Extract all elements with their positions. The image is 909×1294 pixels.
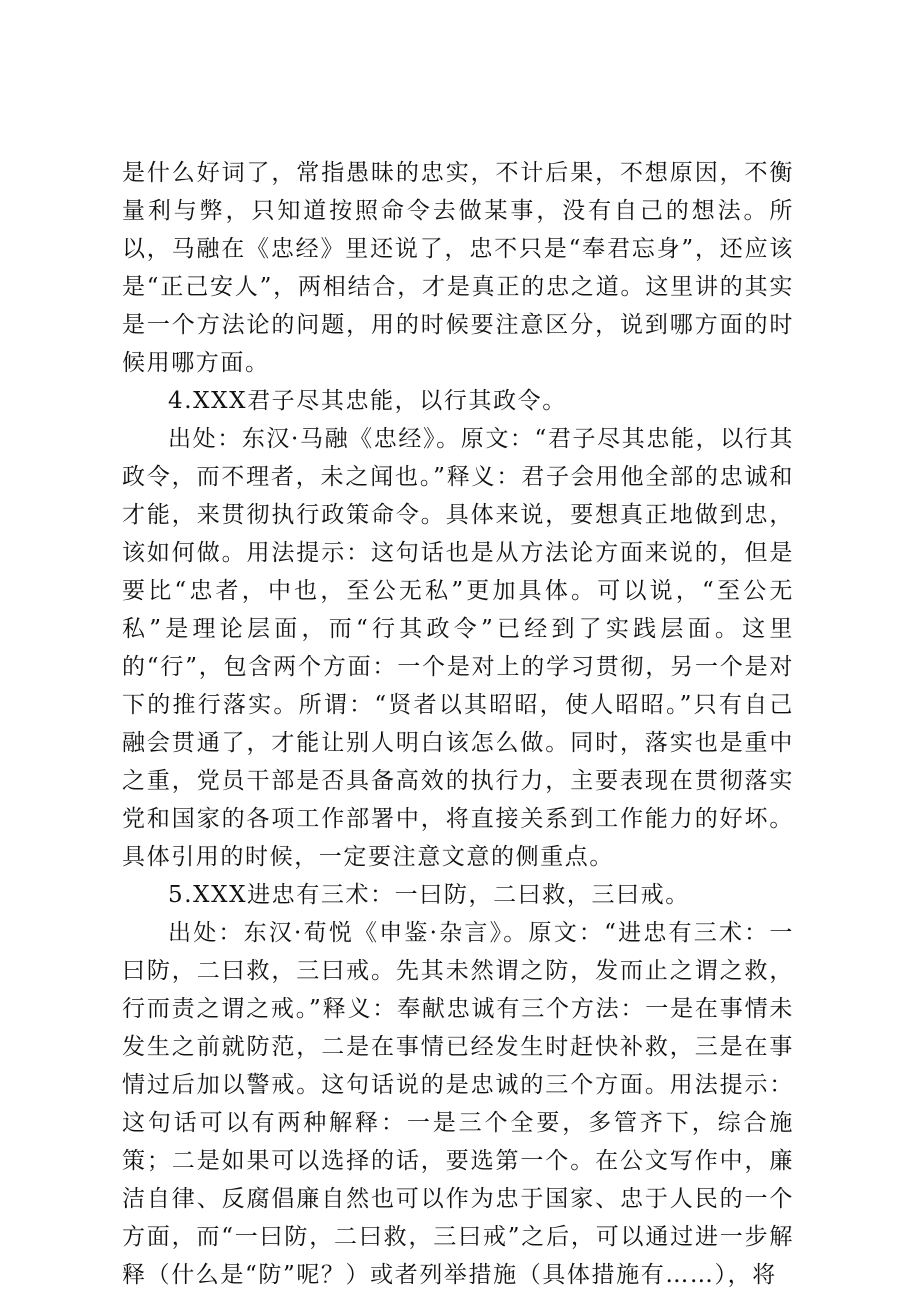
section-heading-5: 5.XXX进忠有三术：一曰防，二曰救，三曰戒。 [168,882,690,908]
document-body [122,154,794,1294]
paragraph-section-4: 出处：东汉·马融《忠经》。原文：“君子尽其忠能，以行其政令，而不理者，未之闻也。”释义：君子会用他全部的忠诚和才能，来贯彻执行政策命令。具体来说，要想真正地做到忠，该如何做。用法提示：这句话也是从方法论方面来说的，但是要比“忠者，中也，至公无私”更加具体。可以说，“至公无私”是理论层面，而“行其政令”已经到了实践层面。这里的“行”，包含两个方面：一个是对上的学习贯彻，另一个是对下的推行落实。所谓：“贤者以其昭昭，使人昭昭。”只有自己融会贯通了，才能让别人明白该怎么做。同时，落实也是重中之重，党员干部是否具备高效的执行力，主要表现在贯彻落实党和国家的各项工作部署中，将直接关系到工作能力的好坏。具体引用的时候，一定要注意文意的侧重点。 [122,426,794,870]
paragraph-continuation: 是什么好词了，常指愚昧的忠实，不计后果，不想原因，不衡量利与弊，只知道按照命令去做某事，没有自己的想法。所以，马融在《忠经》里还说了，忠不只是“奉君忘身”，还应该是“正己安人”，两相结合，才是真正的忠之道。这里讲的其实是一个方法论的问题，用的时候要注意区分，说到哪方面的时候用哪方面。 [122,160,794,376]
section-heading-4: 4.XXX君子尽其忠能，以行其政令。 [168,388,567,414]
paragraph-section-5: 出处：东汉·荀悦《申鉴·杂言》。原文：“进忠有三术：一曰防，二曰救，三曰戒。先其未然谓之防，发而止之谓之救，行而责之谓之戒。”释义：奉献忠诚有三个方法：一是在事情未发生之前就防范，二是在事情已经发生时赶快补救，三是在事情过后加以警戒。这句话说的是忠诚的三个方面。用法提示：这句话可以有两种解释：一是三个全要，多管齐下，综合施策；二是如果可以选择的话，要选第一个。在公文写作中，廉洁自律、反腐倡廉自然也可以作为忠于国家、忠于人民的一个方面，而“一曰防，二曰救，三曰戒”之后，可以通过进一步解释（什么是“防”呢？）或者列举措施（具体措施有……），将 [122,920,794,1288]
